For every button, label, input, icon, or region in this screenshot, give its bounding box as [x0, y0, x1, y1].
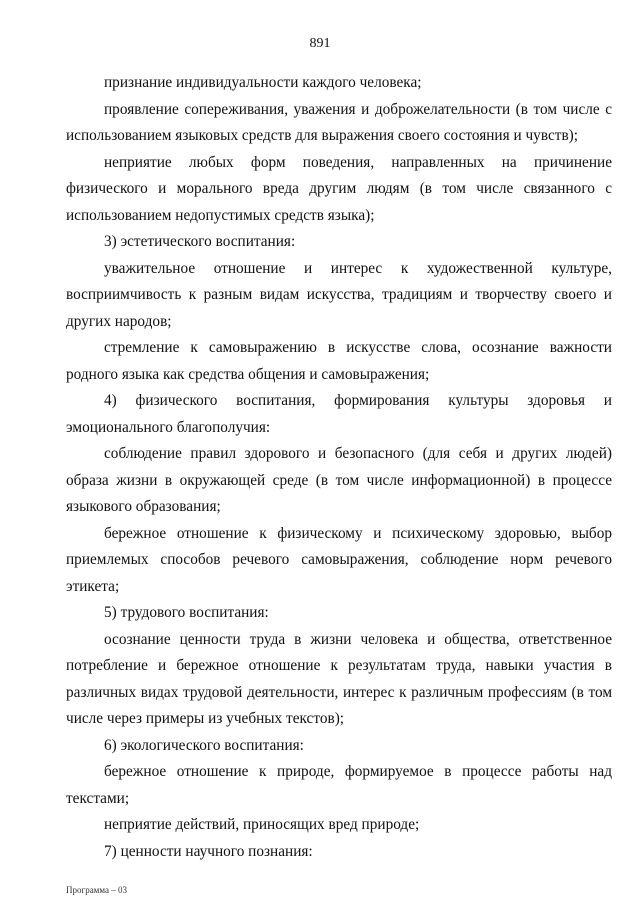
paragraph-11: осознание ценности труда в жизни человека и общества, ответственное потребление и бережное отношение к результатам труда, навыки участия в различных видах трудовой деятельности, интерес к различным профессиям (в том числе через примеры из учебных текстов);	[66, 630, 612, 727]
paragraph-2: проявление сопереживания, уважения и доброжелательности (в том числе с использованием языковых средств для выражения своего состояния и чувств);	[66, 100, 612, 144]
paragraph-14: неприятие действий, приносящих вред природе;	[104, 816, 420, 833]
page-number: 891	[309, 36, 331, 51]
paragraph-1: признание индивидуальности каждого человека;	[104, 74, 422, 91]
paragraph-6: стремление к самовыражению в искусстве слова, осознание важности родного языка как средства общения и самовыражения;	[66, 339, 612, 383]
paragraph-5: уважительное отношение и интерес к художественной культуре, восприимчивость к разным видам искусства, традициям и творчеству своего и других народов;	[66, 259, 612, 330]
paragraph-12: 6) экологического воспитания:	[104, 736, 304, 754]
paragraph-10: 5) трудового воспитания:	[104, 604, 269, 621]
paragraph-9: бережное отношение к физическому и психическому здоровью, выбор приемлемых способов речевого самовыражения, соблюдение норм речевого этикета;	[66, 524, 612, 595]
paragraph-7: 4) физического воспитания, формирования культуры здоровья и эмоционального благополучия:	[66, 392, 612, 436]
body-text	[66, 70, 612, 865]
paragraph-15: 7) ценности научного познания:	[104, 842, 313, 860]
paragraph-8: соблюдение правил здорового и безопасного (для себя и других людей) образа жизни в окружающей среде (в том числе информационной) в процессе языкового образования;	[66, 445, 612, 515]
paragraph-13: бережное отношение к природе, формируемое в процессе работы над текстами;	[66, 763, 612, 807]
paragraph-3: неприятие любых форм поведения, направленных на причинение физического и морального вреда другим людям (в том числе связанного с использованием недопустимых средств языка);	[66, 153, 612, 224]
footer-label: Программа – 03	[66, 885, 128, 895]
paragraph-4: 3) эстетического воспитания:	[104, 233, 296, 250]
